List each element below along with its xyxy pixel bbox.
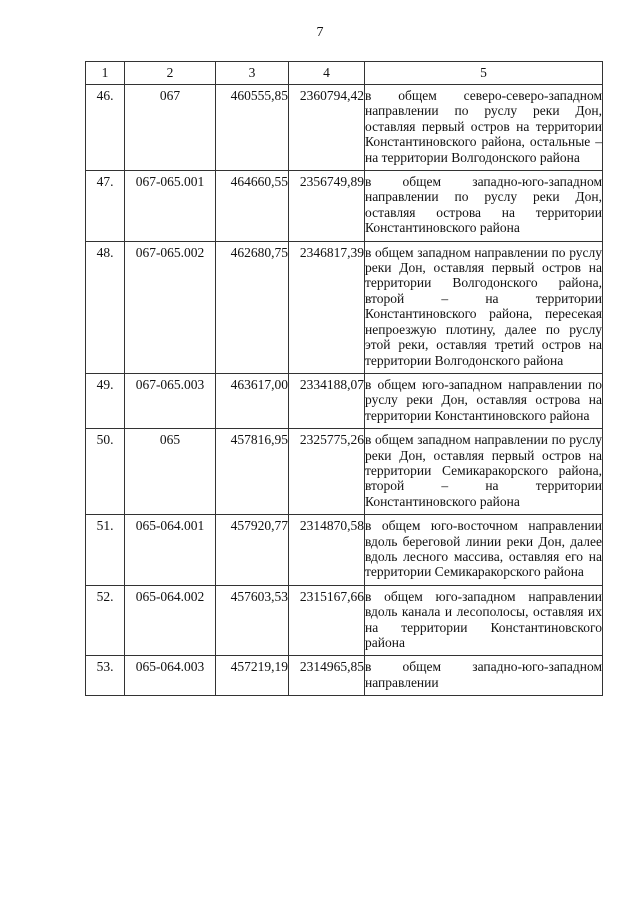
table-row <box>86 585 603 656</box>
row-number: 53. <box>86 656 125 696</box>
coordinate-y: 2314965,85 <box>289 656 365 696</box>
column-header-1: 1 <box>86 62 125 85</box>
boundary-description: в общем западно-юго-западном направлении по руслу реки Дон, оставляя острова на территории Константиновского района <box>365 171 603 242</box>
row-number: 51. <box>86 515 125 586</box>
coordinate-y: 2315167,66 <box>289 585 365 656</box>
point-code: 067-065.001 <box>125 171 216 242</box>
coordinate-x: 457219,19 <box>216 656 289 696</box>
boundary-points-table <box>85 61 603 696</box>
coordinate-y: 2356749,89 <box>289 171 365 242</box>
boundary-description: в общем северо-северо-западном направлении по руслу реки Дон, оставляя первый остров на территории Константиновского района, остальные – на территории Волгодонского района <box>365 85 603 171</box>
point-code: 065-064.003 <box>125 656 216 696</box>
table-row <box>86 656 603 696</box>
column-header-3: 3 <box>216 62 289 85</box>
column-header-4: 4 <box>289 62 365 85</box>
boundary-description: в общем западно-юго-западном направлении <box>365 656 603 696</box>
point-code: 067-065.003 <box>125 373 216 428</box>
page-number: 7 <box>316 25 324 40</box>
coordinate-y: 2325775,26 <box>289 429 365 515</box>
row-number: 47. <box>86 171 125 242</box>
table-row <box>86 85 603 171</box>
coordinate-x: 460555,85 <box>216 85 289 171</box>
row-number: 52. <box>86 585 125 656</box>
boundary-description: в общем юго-восточном направлении вдоль береговой линии реки Дон, далее вдоль лесного массива, оставляя его на территории Семикаракорского района <box>365 515 603 586</box>
point-code: 065 <box>125 429 216 515</box>
row-number: 49. <box>86 373 125 428</box>
row-number: 46. <box>86 85 125 171</box>
coordinate-x: 462680,75 <box>216 241 289 373</box>
boundary-description: в общем юго-западном направлении по руслу реки Дон, оставляя острова на территории Константиновского района <box>365 373 603 428</box>
table-header-row <box>86 62 603 85</box>
column-header-5: 5 <box>365 62 603 85</box>
point-code: 065-064.002 <box>125 585 216 656</box>
point-code: 067-065.002 <box>125 241 216 373</box>
table-row <box>86 429 603 515</box>
boundary-description: в общем западном направлении по руслу реки Дон, оставляя первый остров на территории Семикаракорского района, второй – на территории Константиновского района <box>365 429 603 515</box>
column-header-2: 2 <box>125 62 216 85</box>
coordinate-y: 2334188,07 <box>289 373 365 428</box>
coordinate-y: 2360794,42 <box>289 85 365 171</box>
coordinate-x: 457603,53 <box>216 585 289 656</box>
point-code: 067 <box>125 85 216 171</box>
table-row <box>86 241 603 373</box>
coordinate-x: 464660,55 <box>216 171 289 242</box>
table-row <box>86 515 603 586</box>
coordinate-x: 463617,00 <box>216 373 289 428</box>
coordinate-y: 2314870,58 <box>289 515 365 586</box>
row-number: 50. <box>86 429 125 515</box>
coordinate-x: 457816,95 <box>216 429 289 515</box>
table-row <box>86 171 603 242</box>
point-code: 065-064.001 <box>125 515 216 586</box>
table-row <box>86 373 603 428</box>
boundary-description: в общем юго-западном направлении вдоль канала и лесополосы, оставляя их на территории Константиновского района <box>365 585 603 656</box>
coordinate-y: 2346817,39 <box>289 241 365 373</box>
coordinate-x: 457920,77 <box>216 515 289 586</box>
row-number: 48. <box>86 241 125 373</box>
boundary-description: в общем западном направлении по руслу реки Дон, оставляя первый остров на территории Волгодонского района, второй – на территории Константиновского района, пересекая непроезжую плотину, далее по руслу этой реки, оставляя третий остров на территории Волгодонского района <box>365 241 603 373</box>
